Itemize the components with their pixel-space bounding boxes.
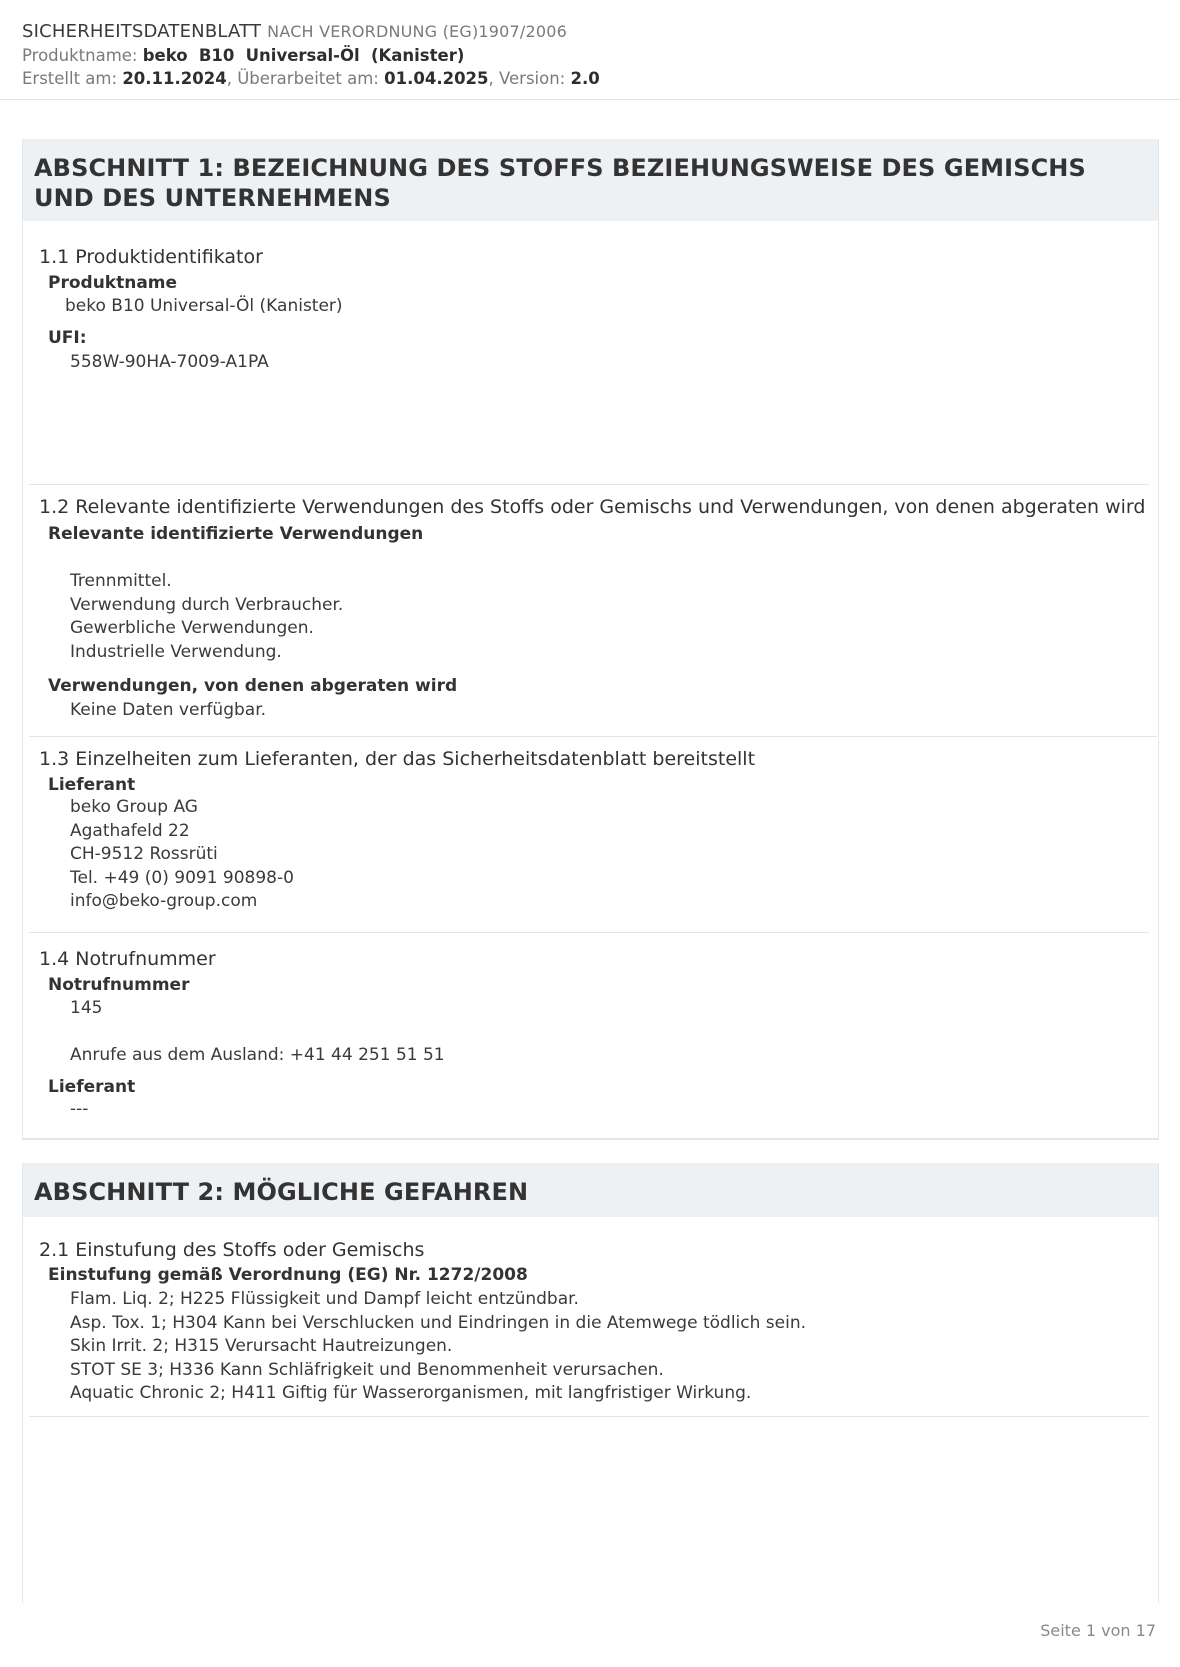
list-item: Verwendung durch Verbraucher. xyxy=(70,594,344,615)
version-number: 2.0 xyxy=(570,69,600,88)
address-line: beko Group AG xyxy=(70,797,198,817)
created-date: 20.11.2024 xyxy=(122,69,227,88)
regulation-ref: NACH VERORDNUNG (EG)1907/2006 xyxy=(267,22,568,41)
header-line-title xyxy=(22,20,1172,44)
list-item: Industrielle Verwendung. xyxy=(70,641,282,662)
section-2-title: ABSCHNITT 2: MÖGLICHE GEFAHREN xyxy=(23,1163,1158,1217)
subsection-1-3-title: 1.3 Einzelheiten zum Lieferanten, der das Sicherheitsdatenblatt bereitstellt xyxy=(39,748,756,770)
product-label: Produktname: xyxy=(22,45,138,65)
classification-label: Einstufung gemäß Verordnung (EG) Nr. 1272/2008 xyxy=(48,1265,528,1285)
product-name-value: beko B10 Universal-Öl (Kanister) xyxy=(65,296,343,316)
relevant-uses-label: Relevante identifizierte Verwendungen xyxy=(48,524,424,544)
supplier-email: info@beko-group.com xyxy=(70,891,258,912)
created-label: Erstellt am: xyxy=(22,69,118,88)
abroad-number: Anrufe aus dem Ausland: +41 44 251 51 51 xyxy=(70,1045,445,1065)
list-item: STOT SE 3; H336 Kann Schläfrigkeit und Benommenheit verursachen. xyxy=(70,1359,664,1380)
section-2 xyxy=(22,1163,1159,1603)
address-line: Agathafeld 22 xyxy=(70,820,190,841)
divider xyxy=(29,736,1157,737)
emergency-supplier-label: Lieferant xyxy=(48,1077,136,1097)
subsection-2-1-title: 2.1 Einstufung des Stoffs oder Gemischs xyxy=(39,1239,425,1261)
product-variant: (Kanister) xyxy=(370,45,465,65)
header-line-dates xyxy=(22,67,1172,91)
subsection-1-4-title: 1.4 Notrufnummer xyxy=(39,948,216,970)
revised-date: 01.04.2025 xyxy=(384,69,489,88)
page-number: Seite 1 von 17 xyxy=(1040,1621,1156,1640)
product-code: B10 xyxy=(198,45,235,65)
advised-against-value: Keine Daten verfügbar. xyxy=(70,700,267,720)
address-line: Tel. +49 (0) 9091 90898-0 xyxy=(70,867,294,888)
section-1-title: ABSCHNITT 1: BEZEICHNUNG DES STOFFS BEZIEHUNGSWEISE DES GEMISCHS UND DES UNTERNEHMENS xyxy=(23,139,1158,221)
emergency-number-label: Notrufnummer xyxy=(48,975,190,995)
ufi-value: 558W-90HA-7009-A1PA xyxy=(70,352,269,372)
classification-list xyxy=(70,1288,806,1406)
list-item: Skin Irrit. 2; H315 Verursacht Hautreizungen. xyxy=(70,1336,453,1357)
product-name-label: Produktname xyxy=(48,273,178,293)
product-brand: beko xyxy=(142,45,188,65)
list-item: Asp. Tox. 1; H304 Kann bei Verschlucken und Eindringen in die Atemwege tödlich sein. xyxy=(70,1312,807,1333)
doc-title: SICHERHEITSDATENBLATT xyxy=(22,21,262,42)
revised-label: , Überarbeitet am: xyxy=(226,69,379,88)
list-item: Trennmittel. xyxy=(70,571,172,591)
header-line-product xyxy=(22,44,1172,68)
subsection-1-2-title: 1.2 Relevante identifizierte Verwendungen des Stoffs oder Gemischs und Verwendungen, von denen abgeraten wird xyxy=(39,496,1146,518)
emergency-number-value: 145 xyxy=(70,998,103,1018)
supplier-label: Lieferant xyxy=(48,775,136,795)
subsection-1-1-title: 1.1 Produktidentifikator xyxy=(39,246,263,268)
relevant-uses-list xyxy=(70,570,343,664)
list-item: Gewerbliche Verwendungen. xyxy=(70,618,314,639)
advised-against-label: Verwendungen, von denen abgeraten wird xyxy=(48,676,458,696)
document-header xyxy=(22,20,1172,91)
list-item: Flam. Liq. 2; H225 Flüssigkeit und Dampf leicht entzündbar. xyxy=(70,1289,579,1309)
address-line: CH-9512 Rossrüti xyxy=(70,844,218,865)
supplier-address xyxy=(70,796,294,914)
product-name: Universal-Öl xyxy=(245,45,360,65)
list-item: Aquatic Chronic 2; H411 Giftig für Wasserorganismen, mit langfristiger Wirkung. xyxy=(70,1383,752,1404)
divider xyxy=(29,484,1149,485)
version-label: , Version: xyxy=(488,69,566,88)
divider xyxy=(29,1416,1149,1417)
divider xyxy=(29,932,1149,933)
section-1 xyxy=(22,139,1159,1140)
ufi-label: UFI: xyxy=(48,328,87,348)
emergency-supplier-value: --- xyxy=(70,1099,89,1119)
header-divider xyxy=(0,99,1180,100)
